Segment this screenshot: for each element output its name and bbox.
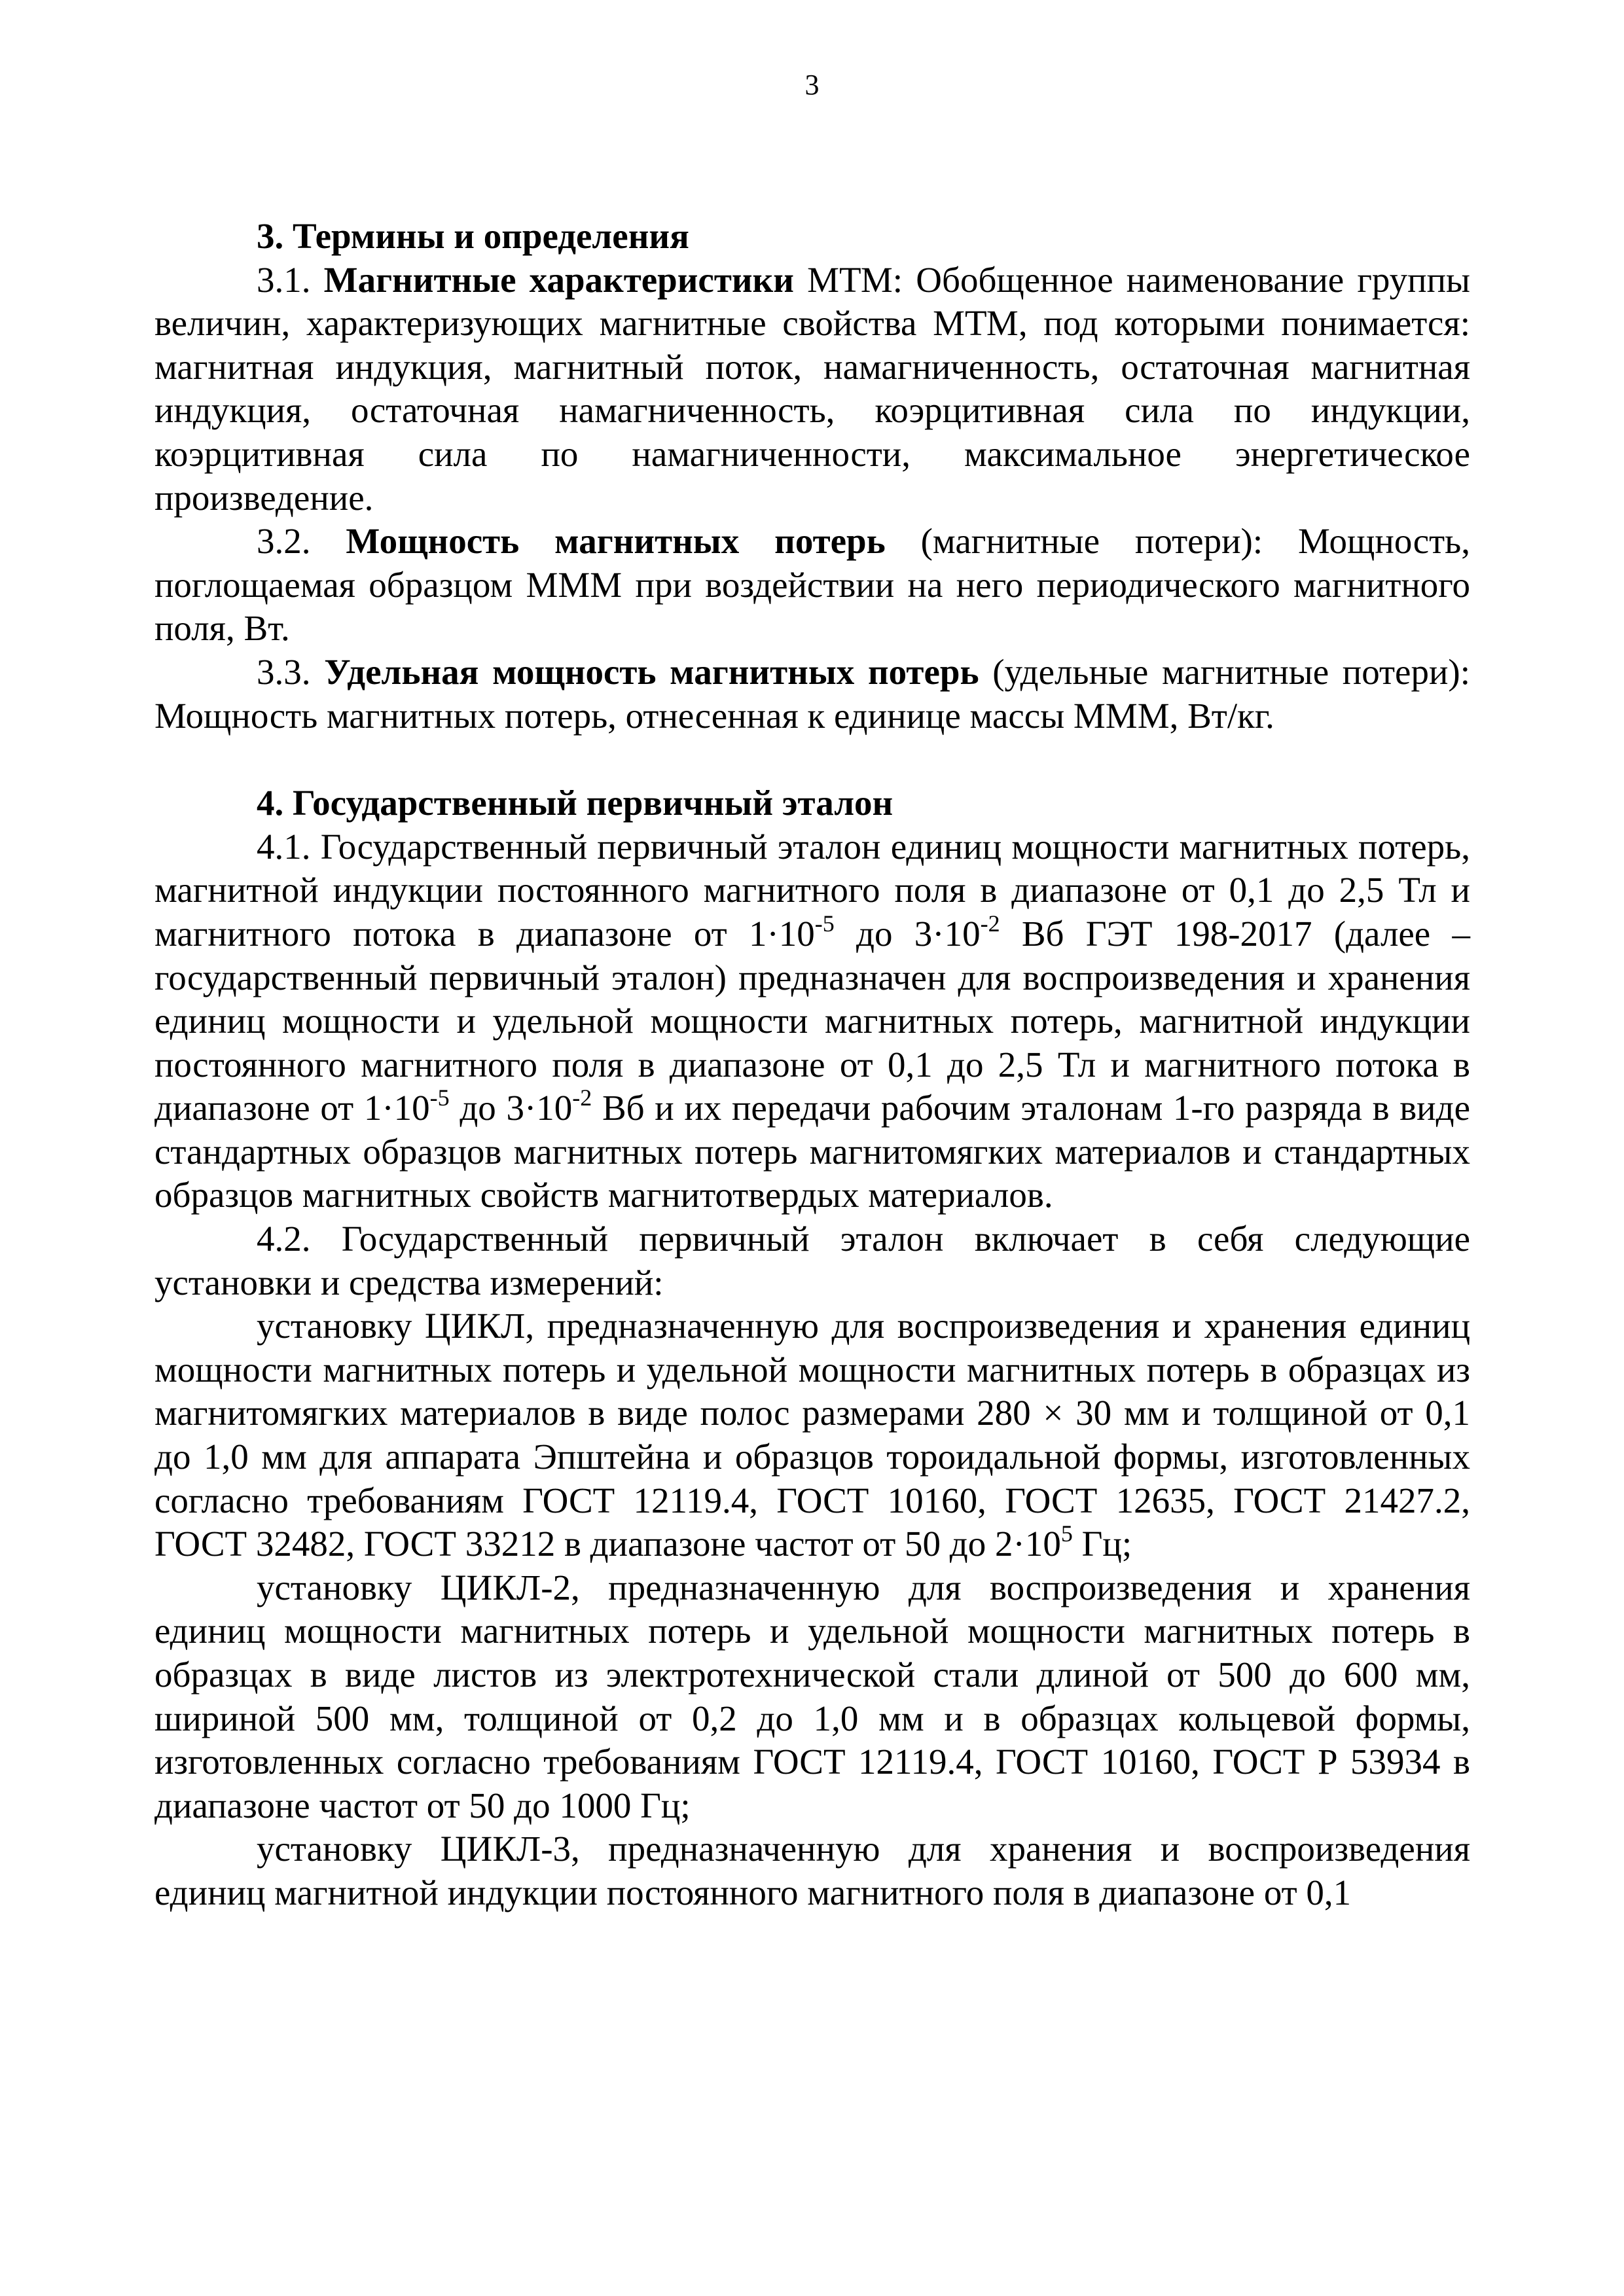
paragraph-text: 4.1. Государственный первичный эталон единиц мощности магнитных потерь, магнитной индукции постоянного магнитного поля в диапазоне от 0,1 до 2,5 Тл и магнитного потока в диапазоне от 1·10 [154, 826, 1470, 954]
exponent: -5 [814, 910, 835, 937]
exponent: -2 [980, 910, 1000, 937]
definition-term: Удельная мощность магнитных потерь [324, 651, 979, 692]
definition-number: 3.3. [257, 651, 325, 692]
definition-term: Магнитные характеристики [323, 259, 794, 300]
definition-text: МТМ: Обобщенное наименование группы величин, характеризующих магнитные свойства МТМ, под которыми понимается: магнитная индукция, магнитный поток, намагниченность, остаточная магнитная индукция, остаточная намагниченность, коэрцитивная сила по индукции, коэрцитивная сила по намагниченности, максимальное энергетическое произведение. [154, 259, 1470, 518]
definition-text: (магнитные потери): Мощность, поглощаемая образцом МММ при воздействии на него периодического магнитного поля, Вт. [154, 521, 1470, 649]
exponent: -5 [429, 1085, 450, 1111]
paragraph-cikl-3: установку ЦИКЛ-3, предназначенную для хранения и воспроизведения единиц магнитной индукции постоянного магнитного поля в диапазоне от 0,1 [154, 1829, 1470, 1912]
definition-3-3 [154, 651, 1470, 738]
paragraph-text: Гц; [1072, 1524, 1132, 1564]
exponent: 5 [1060, 1520, 1073, 1547]
definition-number: 3.2. [257, 521, 346, 562]
exponent: -2 [572, 1085, 592, 1111]
definition-3-2 [154, 520, 1470, 651]
paragraph-cikl-2: установку ЦИКЛ-2, предназначенную для воспроизведения и хранения единиц мощности магнитных потерь и удельной мощности магнитных потерь в образцах в виде листов из электротехнической стали длиной от 500 до 600 мм, шириной 500 мм, толщиной от 0,2 до 1,0 мм и в образцах кольцевой формы, изготовленных согласно требованиям ГОСТ 12119.4, ГОСТ 10160, ГОСТ Р 53934 в диапазоне частот от 50 до 1000 Гц; [154, 1567, 1470, 1825]
section-3-heading: 3. Термины и определения [257, 216, 689, 256]
paragraph-text: Вб и их передачи рабочим эталонам 1-го разряда в виде стандартных образцов магнитных потерь магнитомягких материалов и стандартных образцов магнитных свойств магнитотвердых материалов. [154, 1088, 1470, 1215]
paragraph-text: до 3·10 [834, 913, 981, 954]
paragraph-text: установку ЦИКЛ, предназначенную для воспроизведения и хранения единиц мощности магнитных потерь и удельной мощности магнитных потерь в образцах из магнитомягких материалов в виде полос размерами 280 × 30 мм и толщиной от 0,1 до 1,0 мм для аппарата Эпштейна и образцов тороидальной формы, изготовленных согласно требованиям ГОСТ 12119.4, ГОСТ 10160, ГОСТ 12635, ГОСТ 21427.2, ГОСТ 32482, ГОСТ 33212 в диапазоне частот от 50 до 2·10 [154, 1306, 1470, 1564]
paragraph-text: Вб ГЭТ 198-2017 (далее – государственный первичный эталон) предназначен для воспроизведения и хранения единиц мощности и удельной мощности магнитных потерь, магнитной индукции постоянного магнитного поля в диапазоне от 0,1 до 2,5 Тл и магнитного потока в диапазоне от 1·10 [154, 913, 1470, 1128]
section-spacer [154, 738, 1470, 781]
paragraph-4-2: 4.2. Государственный первичный эталон включает в себя следующие установки и средства измерений: [154, 1219, 1470, 1302]
section-4-heading: 4. Государственный первичный эталон [257, 783, 893, 823]
definition-term: Мощность магнитных потерь [346, 521, 886, 562]
paragraph-text: до 3·10 [449, 1088, 573, 1128]
document-body [154, 215, 1470, 1915]
paragraph-4-1 [154, 825, 1470, 1217]
definition-text: (удельные магнитные потери): Мощность магнитных потерь, отнесенная к единице массы МММ, Вт/кг. [154, 651, 1470, 736]
definition-number: 3.1. [257, 259, 324, 300]
definition-3-1 [154, 259, 1470, 520]
page-number: 3 [804, 69, 820, 101]
paragraph-cikl [154, 1304, 1470, 1566]
